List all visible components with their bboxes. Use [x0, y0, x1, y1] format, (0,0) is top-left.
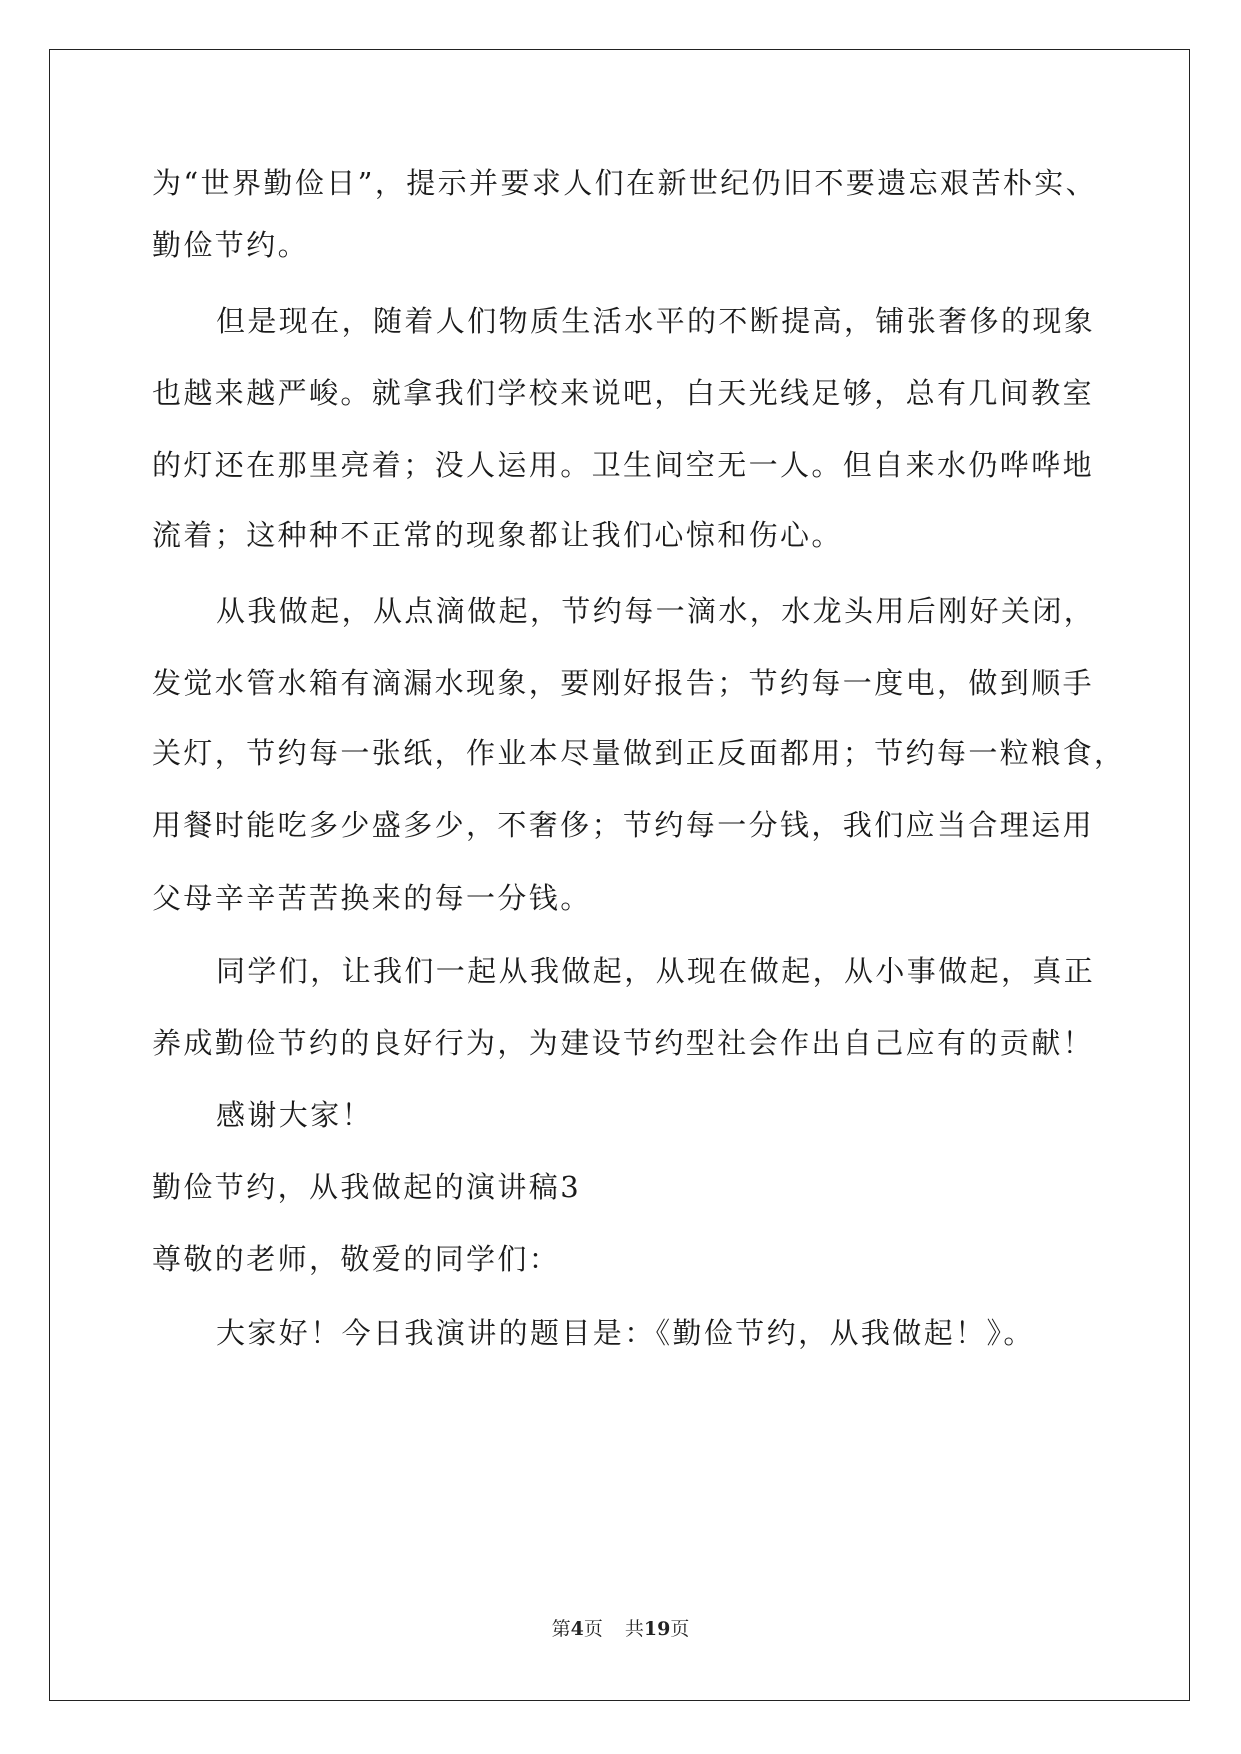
paragraph-line: 感谢大家！ — [216, 1098, 374, 1132]
paragraph-line: 发觉水管水箱有滴漏水现象，要刚好报告；节约每一度电，做到顺手 — [152, 666, 1095, 700]
paragraph-line: 但是现在，随着人们物质生活水平的不断提高，铺张奢侈的现象 — [216, 304, 1096, 338]
paragraph-line: 的灯还在那里亮着；没人运用。卫生间空无一人。但自来水仍哗哗地 — [152, 448, 1095, 482]
paragraph-line: 为“世界勤俭日”，提示并要求人们在新世纪仍旧不要遗忘艰苦朴实、 — [152, 166, 1098, 200]
page-prefix: 第 — [551, 1618, 571, 1640]
page-number: 4 — [570, 1618, 584, 1640]
section-heading: 勤俭节约，从我做起的演讲稿3 — [152, 1170, 582, 1204]
paragraph-line: 也越来越严峻。就拿我们学校来说吧，白天光线足够，总有几间教室 — [152, 376, 1095, 410]
paragraph-line: 大家好！今日我演讲的题目是：《勤俭节约，从我做起！》。 — [216, 1316, 1035, 1350]
paragraph-line: 流着；这种种不正常的现象都让我们心惊和伤心。 — [152, 518, 843, 552]
paragraph-line: 同学们，让我们一起从我做起，从现在做起，从小事做起，真正 — [216, 954, 1096, 988]
salutation: 尊敬的老师，敬爱的同学们： — [152, 1242, 561, 1276]
paragraph-line: 用餐时能吃多少盛多少，不奢侈；节约每一分钱，我们应当合理运用 — [152, 808, 1095, 842]
total-pages: 19 — [643, 1618, 671, 1640]
paragraph-line: 勤俭节约。 — [152, 228, 310, 262]
paragraph-line: 父母辛辛苦苦换来的每一分钱。 — [152, 881, 592, 915]
page-suffix: 页 — [583, 1618, 603, 1640]
paragraph-line: 关灯，节约每一张纸，作业本尽量做到正反面都用；节约每一粒粮食， — [152, 736, 1126, 770]
paragraph-line: 养成勤俭节约的良好行为，为建设节约型社会作出自己应有的贡献！ — [152, 1026, 1095, 1060]
total-suffix: 页 — [670, 1618, 690, 1640]
page-footer — [0, 1614, 1241, 1641]
total-prefix: 共 — [624, 1618, 644, 1640]
page-border — [49, 49, 1190, 1701]
paragraph-line: 从我做起，从点滴做起，节约每一滴水，水龙头用后刚好关闭， — [216, 594, 1096, 628]
